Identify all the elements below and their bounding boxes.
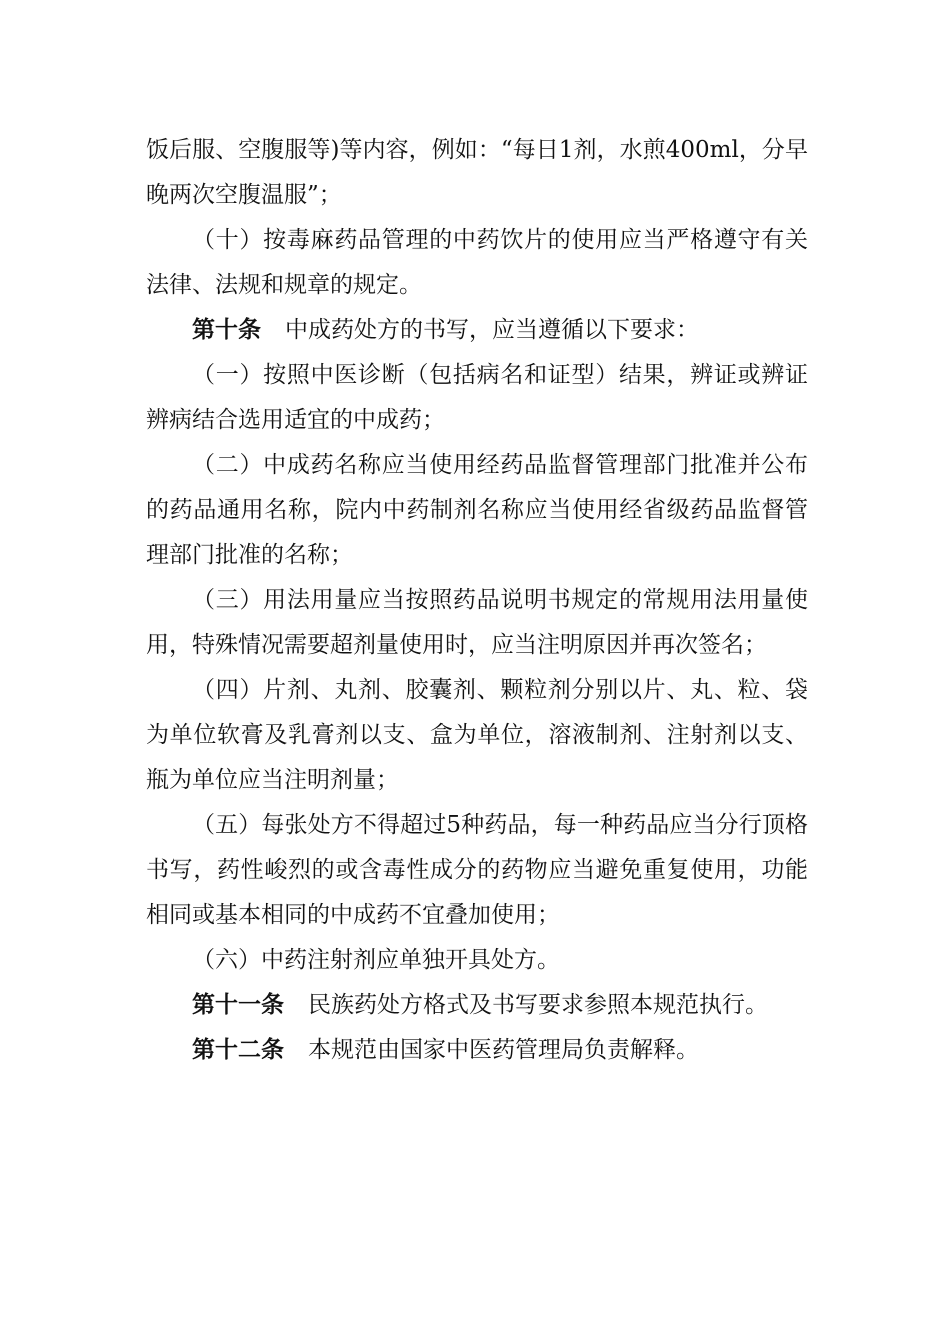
paragraph-article-12 (146, 1028, 808, 1073)
paragraph-text: 本规范由国家中医药管理局负责解释。 (308, 1037, 699, 1063)
paragraph-item-4 (146, 668, 808, 803)
paragraph-text: （六）中药注射剂应单独开具处方。 (192, 947, 560, 973)
article-heading: 第十一条 (192, 992, 284, 1018)
paragraph-text: 中成药处方的书写，应当遵循以下要求： (285, 317, 699, 343)
paragraph-item-5 (146, 803, 808, 938)
paragraph-item-10 (146, 218, 808, 308)
paragraph-article-10 (146, 308, 808, 353)
paragraph-text: （一）按照中医诊断（包括病名和证型）结果，辨证或辨证辨病结合选用适宜的中成药； (146, 362, 808, 433)
document-body (146, 128, 808, 1073)
paragraph-text: 饭后服、空腹服等)等内容，例如：“每日1剂，水煎400ml，分早晚两次空腹温服”； (146, 137, 808, 208)
paragraph-text: （十）按毒麻药品管理的中药饮片的使用应当严格遵守有关法律、法规和规章的规定。 (146, 227, 808, 298)
paragraph-text: （三）用法用量应当按照药品说明书规定的常规用法用量使用，特殊情况需要超剂量使用时，应当注明原因并再次签名； (146, 587, 808, 658)
paragraph-text: （五）每张处方不得超过5种药品，每一种药品应当分行顶格书写，药性峻烈的或含毒性成分的药物应当避免重复使用，功能相同或基本相同的中成药不宜叠加使用； (146, 812, 808, 928)
paragraph-item-2 (146, 443, 808, 578)
paragraph-article-11 (146, 983, 808, 1028)
paragraph-text: （四）片剂、丸剂、胶囊剂、颗粒剂分别以片、丸、粒、袋为单位软膏及乳膏剂以支、盒为单位，溶液制剂、注射剂以支、瓶为单位应当注明剂量； (146, 677, 808, 793)
paragraph-item-3 (146, 578, 808, 668)
article-heading: 第十条 (192, 317, 261, 343)
paragraph-item-6 (146, 938, 808, 983)
paragraph-item-1 (146, 353, 808, 443)
article-heading: 第十二条 (192, 1037, 284, 1063)
paragraph-text: 民族药处方格式及书写要求参照本规范执行。 (308, 992, 768, 1018)
paragraph-text: （二）中成药名称应当使用经药品监督管理部门批准并公布的药品通用名称，院内中药制剂名称应当使用经省级药品监督管理部门批准的名称； (146, 452, 808, 568)
paragraph-continuation (146, 128, 808, 218)
